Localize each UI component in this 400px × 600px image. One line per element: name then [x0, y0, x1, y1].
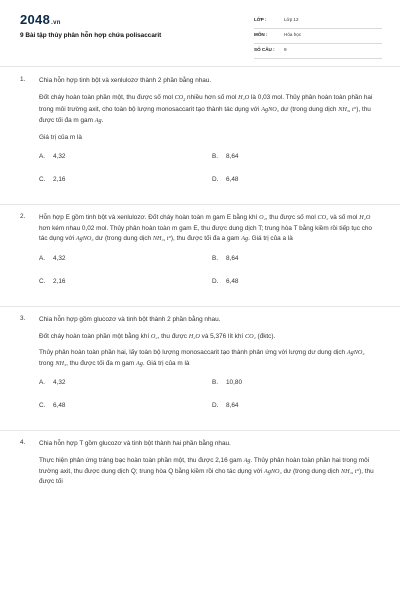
text-run: và số mol — [328, 214, 360, 222]
chemical-formula: CO₂ — [244, 332, 256, 340]
option-label: A. — [39, 254, 46, 262]
meta-key: LỚP : — [254, 17, 267, 22]
document-meta — [254, 14, 382, 59]
chemical-formula: NH₃ — [55, 359, 67, 367]
meta-row-subject — [254, 29, 382, 44]
question-divider — [0, 430, 400, 431]
text-run: Thủy phân hoàn toàn phần hai, lấy toàn bộ lượng monosaccarit tạo thành phản ứng với lượng dư dung dịch — [39, 349, 347, 357]
chemical-formula: AgNO₃ — [346, 349, 365, 357]
option-value: 4,32 — [53, 379, 66, 387]
meta-row-class — [254, 14, 382, 29]
option-value: 4,32 — [53, 153, 66, 161]
option-label: B. — [212, 254, 219, 262]
text-run: Hỗn hợp E gồm tinh bột và xenlulozơ. Đốt cháy hoàn toàn m gam E bằng khí — [39, 214, 260, 222]
option-label: C. — [39, 176, 46, 184]
question-item — [20, 439, 380, 487]
text-run: Đốt cháy hoàn toàn phần một bằng khí — [39, 332, 151, 340]
text-run: trong — [39, 359, 56, 367]
question-number: 2. — [20, 213, 26, 221]
logo-main: 2048 — [20, 12, 51, 27]
site-logo[interactable] — [20, 12, 61, 27]
question-item — [20, 76, 380, 197]
question-body — [39, 315, 380, 369]
text-run: dư (trong dung dịch — [93, 235, 153, 243]
chemical-formula: AgNO₃ — [75, 235, 94, 243]
text-run: (đktc). — [255, 332, 276, 340]
text-run: . Giá trị của m là — [142, 359, 190, 367]
option-label: B. — [212, 379, 219, 387]
question-paragraph — [39, 348, 380, 369]
text-run: nhiều hơn số mol — [185, 93, 239, 101]
option-b[interactable] — [212, 379, 242, 386]
option-label: A. — [39, 379, 46, 387]
text-run: Thực hiện phản ứng tráng bạc hoàn toàn phần một, thu được 2,16 gam — [39, 456, 244, 464]
option-c[interactable] — [39, 278, 65, 285]
question-body — [39, 213, 380, 245]
option-label: D. — [212, 402, 219, 410]
chemical-formula: CO₂ — [317, 214, 329, 222]
text-run: , thu được — [157, 332, 189, 340]
option-c[interactable] — [39, 176, 65, 183]
option-value: 6,48 — [53, 402, 66, 410]
question-body — [39, 439, 380, 487]
document-title: 9 Bài tập thủy phân hỗn hợp chứa polisaccarit — [20, 32, 162, 39]
answer-options — [39, 255, 380, 299]
option-value: 2,16 — [53, 176, 66, 184]
question-paragraph — [39, 93, 380, 127]
document-header — [0, 0, 400, 64]
text-run: , thu được số mol — [265, 214, 318, 222]
question-paragraph — [39, 332, 380, 343]
chemical-formula: Ag — [241, 235, 249, 243]
chemical-formula: AgNO₃ — [261, 106, 279, 114]
question-number: 1. — [20, 76, 26, 83]
chemical-formula: H₂O — [238, 93, 250, 101]
text-run: ), thu được tối đa m gam — [39, 106, 371, 125]
text-run: . Giá trị của a là — [248, 235, 293, 243]
chemical-formula: $CO_2$ — [174, 93, 186, 102]
option-a[interactable] — [39, 153, 65, 160]
text-run: . Thủy phân hoàn toàn phần hai trong môi trường axit, thu được dung dịch Q; trung hòa Q bằng kiềm rồi cho tác dụng với — [39, 456, 370, 475]
option-c[interactable] — [39, 402, 65, 409]
option-d[interactable] — [212, 278, 238, 285]
text-run: , thu được tối đa m gam — [66, 359, 137, 367]
answer-options — [39, 379, 380, 423]
meta-key: SỐ CÂU : — [254, 47, 275, 52]
question-paragraph: Chia hỗn hợp tinh bột và xenlulozơ thành 2 phần bằng nhau. — [39, 77, 212, 84]
option-a[interactable] — [39, 255, 65, 262]
meta-value: Hóa học — [284, 32, 302, 37]
chemical-formula: Ag — [136, 359, 143, 367]
answer-options — [39, 153, 380, 197]
chemical-formula: O₂ — [259, 214, 266, 222]
question-paragraph — [39, 456, 380, 488]
meta-row-count — [254, 44, 382, 59]
chemical-formula: Ag — [243, 456, 251, 464]
option-label: C. — [39, 277, 46, 285]
text-run: dư (trong dung dịch — [278, 106, 339, 114]
chemical-formula: NH₃, t° — [341, 467, 360, 475]
option-label: C. — [39, 402, 46, 410]
meta-value: 9 — [284, 47, 287, 52]
chemical-formula: H₂O — [359, 214, 371, 222]
question-item — [20, 213, 380, 299]
text-run: ), thu được tối — [39, 467, 374, 486]
option-label: B. — [212, 153, 219, 161]
option-b[interactable] — [212, 255, 238, 262]
chemical-formula: NH₃, t° — [338, 106, 357, 114]
text-run: là 0,03 mol. Thủy phân hoàn toàn phần hai trong môi trường axit, cho toàn bộ lượng monosaccarit tạo thành tác dụng với — [39, 93, 373, 114]
question-paragraph — [39, 213, 380, 245]
option-label: A. — [39, 153, 46, 161]
option-value: 6,48 — [226, 277, 239, 285]
option-value: 6,48 — [226, 176, 239, 184]
question-list — [0, 76, 400, 488]
meta-key: MÔN : — [254, 32, 268, 37]
question-item — [20, 315, 380, 423]
option-value: 8,64 — [226, 402, 239, 410]
question-paragraph: Giá trị của m là — [39, 133, 82, 141]
text-run: hơn kém nhau 0,02 mol. Thủy phân hoàn toàn m gam E, thu được dung dịch T; trung hòa T bằng kiềm rồi tiếp tục cho tác dụng với — [39, 224, 372, 243]
option-label: D. — [212, 277, 219, 285]
option-d[interactable] — [212, 176, 238, 183]
option-value: 10,80 — [226, 379, 242, 387]
text-run: và 5,376 lít khí — [199, 332, 245, 340]
text-run: . — [101, 117, 104, 125]
option-d[interactable] — [212, 402, 238, 409]
chemical-formula: Ag — [94, 117, 102, 125]
option-label: D. — [212, 176, 219, 184]
question-paragraph: Chia hỗn hợp T gồm glucozơ và tinh bột thành hai phần bằng nhau. — [39, 440, 231, 448]
option-value: 4,32 — [53, 254, 66, 262]
question-divider — [0, 204, 400, 205]
question-number: 3. — [20, 314, 26, 322]
text-run: ), thu được tối đa a gam — [170, 235, 242, 243]
option-value: 2,16 — [53, 277, 66, 285]
text-run: dư (trong dung dịch — [281, 467, 342, 475]
option-b[interactable] — [212, 153, 238, 160]
text-run: Đốt cháy hoàn toàn phần một, thu được số mol — [39, 93, 175, 101]
question-divider — [0, 306, 400, 307]
meta-value: Lớp 12 — [284, 17, 299, 22]
option-a[interactable] — [39, 379, 65, 386]
chemical-formula: H₂O — [188, 332, 200, 340]
option-value: 8,64 — [226, 254, 239, 262]
question-paragraph: Chia hỗn hợp gồm glucozơ và tinh bột thành 2 phần bằng nhau. — [39, 315, 221, 323]
chemical-formula: NH₃, t° — [152, 235, 171, 243]
header-divider — [0, 66, 400, 67]
question-body — [39, 76, 380, 143]
chemical-formula: O₂ — [150, 332, 158, 340]
formula-text: CO — [174, 93, 184, 101]
option-value: 8,64 — [226, 153, 239, 161]
logo-suffix: .vn — [51, 20, 61, 26]
chemical-formula: AgNO₃ — [264, 467, 282, 475]
question-number: 4. — [20, 439, 26, 447]
